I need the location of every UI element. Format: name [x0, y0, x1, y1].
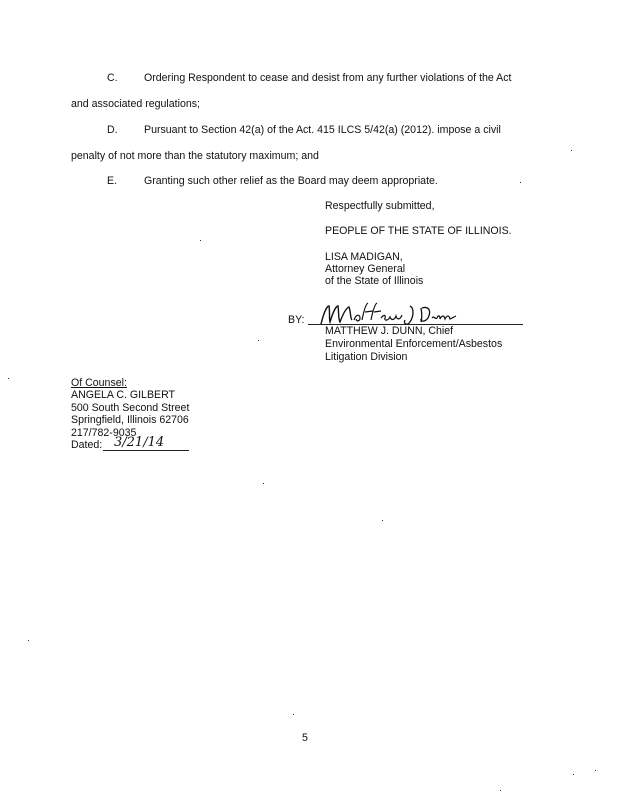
paragraph-e-letter: E. — [107, 175, 118, 187]
scan-speck — [571, 150, 572, 151]
signer-name: MATTHEW J. DUNN, Chief — [325, 325, 454, 337]
scan-speck — [200, 240, 201, 241]
paragraph-e-text: Granting such other relief as the Board may deem appropriate. — [144, 175, 438, 187]
attorney-general-title: Attorney General — [325, 263, 406, 275]
attorney-general-state: of the State of Illinois — [325, 275, 424, 287]
counsel-phone: 217/782-9035 — [71, 427, 137, 439]
signer-division-line-1: Environmental Enforcement/Asbestos — [325, 338, 503, 350]
closing-line: Respectfully submitted, — [325, 200, 435, 212]
scan-speck — [8, 378, 9, 379]
paragraph-c-continuation: and associated regulations; — [71, 98, 200, 110]
scan-speck — [382, 520, 383, 521]
scan-speck — [293, 714, 294, 715]
scan-speck — [520, 182, 521, 183]
of-counsel-heading: Of Counsel: — [71, 377, 127, 389]
dated-line — [103, 450, 189, 451]
scan-speck — [263, 483, 264, 484]
scan-speck — [258, 340, 259, 341]
scan-speck — [595, 770, 596, 771]
paragraph-c-text: Ordering Respondent to cease and desist from any further violations of the Act — [144, 72, 512, 84]
counsel-name: ANGELA C. GILBERT — [71, 389, 176, 401]
attorney-general-name: LISA MADIGAN, — [325, 251, 403, 263]
by-label: BY: — [288, 314, 305, 326]
scan-speck — [28, 640, 29, 641]
counsel-city: Springfield, Illinois 62706 — [71, 414, 189, 426]
handwritten-signature — [318, 300, 458, 328]
page-number: 5 — [302, 732, 308, 744]
dated-label: Dated: — [71, 439, 103, 451]
paragraph-d-continuation: penalty of not more than the statutory maximum; and — [71, 150, 319, 162]
paragraph-d-text: Pursuant to Section 42(a) of the Act. 415 ILCS 5/42(a) (2012). impose a civil — [144, 124, 501, 136]
counsel-street: 500 South Second Street — [71, 402, 190, 414]
people-of-state-line: PEOPLE OF THE STATE OF ILLINOIS. — [325, 225, 512, 237]
scan-speck — [500, 790, 501, 791]
scan-speck — [573, 774, 574, 775]
signer-division-line-2: Litigation Division — [325, 351, 408, 363]
paragraph-c-letter: C. — [107, 72, 118, 84]
dated-handwritten-value: 3/21/14 — [114, 435, 165, 450]
paragraph-d-letter: D. — [107, 124, 118, 136]
